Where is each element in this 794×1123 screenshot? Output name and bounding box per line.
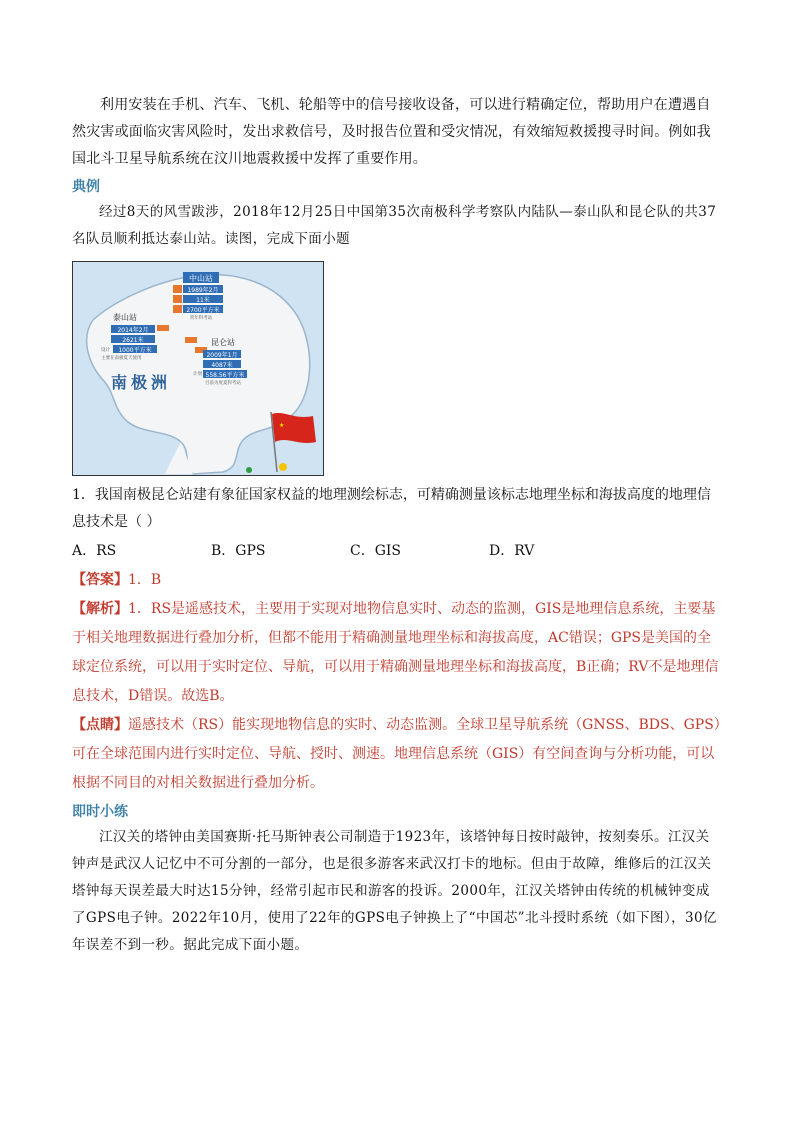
svg-text:设计: 设计 <box>101 348 110 353</box>
example-heading: 典例 <box>72 179 100 195</box>
option-b: B．GPS <box>211 543 266 559</box>
analysis-text: 1．RS是遥感技术，主要用于实现对地物信息实时、动态的监测，GIS是地理信息系统，主要基于相关地理数据进行叠加分析，但都不能用于精确测量地理坐标和海拔高度，AC错误；GPS是美国的全球定位系统，可以用于实时定位、导航，可以用于精确测量地理坐标和海拔高度，B正确；RV不是地理信息技术，D错误。故选B。 <box>72 601 719 704</box>
svg-text:4087米: 4087米 <box>211 362 233 369</box>
svg-text:昆仑站: 昆仑站 <box>211 338 235 347</box>
analysis-paragraph <box>72 595 722 711</box>
answer-options <box>72 536 722 566</box>
answer-tag: 【答案】 <box>72 572 128 588</box>
answer-line <box>72 566 722 595</box>
point-text: 遥感技术（RS）能实现地物信息的实时、动态监测。全球卫星导航系统（GNSS、BDS、GPS）可在全球范围内进行实时定位、导航、授时、测速。地理信息系统（GIS）有空间查询与分析功能，可以根据不同目的对相关数据进行叠加分析。 <box>72 717 721 791</box>
svg-text:2700平方米: 2700平方米 <box>186 307 220 314</box>
option-a: A．RS <box>72 543 117 559</box>
document-page <box>72 92 722 959</box>
analysis-tag: 【解析】 <box>72 601 128 617</box>
svg-text:★: ★ <box>279 422 285 429</box>
svg-text:泰山站: 泰山站 <box>113 313 137 322</box>
answer-text: 1．B <box>128 572 162 588</box>
svg-text:主要在南极夏天使用: 主要在南极夏天使用 <box>101 356 142 361</box>
antarctica-map <box>73 262 323 475</box>
continent-label: 南极洲 <box>111 373 172 392</box>
question-1: 1．我国南极昆仑站建有象征国家权益的地理测绘标志，可精确测量该标志地理坐标和海拔高度的地理信息技术是（ ） <box>72 487 711 530</box>
svg-text:2621米: 2621米 <box>122 337 144 344</box>
svg-text:目前为度夏科考站: 目前为度夏科考站 <box>205 381 241 386</box>
practice-text: 江汉关的塔钟由美国赛斯·托马斯钟表公司制造于1923年，该塔钟每日按时敲钟，按刻奏乐。江汉关钟声是武汉人记忆中不可分割的一部分，也是很多游客来武汉打卡的地标。但由于故障，维修后的江汉关塔钟每天误差最大时达15分钟，经常引起市民和游客的投诉。2000年，江汉关塔钟由传统的机械钟变成了GPS电子钟。2022年10月，使用了22年的GPS电子钟换上了“中国芯”北斗授时系统（如下图），30亿年误差不到一秒。据此完成下面小题。 <box>72 829 717 953</box>
option-d: D．RV <box>489 543 535 559</box>
china-flag <box>271 412 316 472</box>
svg-text:2014年2月: 2014年2月 <box>117 327 149 334</box>
svg-text:1989年2月: 1989年2月 <box>187 287 219 294</box>
point-tag: 【点睛】 <box>72 717 128 733</box>
intro-paragraph: 利用安装在手机、汽车、飞机、轮船等中的信号接收设备，可以进行精确定位，帮助用户在遭遇自然灾害或面临灾害风险时，发出求救信号，及时报告位置和受灾情况，有效缩短救援搜寻时间。例如我国北斗卫星导航系统在汶川地震救援中发挥了重要作用。 <box>72 97 711 167</box>
svg-text:中山站: 中山站 <box>189 274 213 283</box>
svg-text:2009年1月: 2009年1月 <box>206 352 238 359</box>
svg-text:558.56平方米: 558.56平方米 <box>205 372 245 379</box>
svg-text:常年科考站: 常年科考站 <box>189 316 213 321</box>
svg-text:11米: 11米 <box>196 297 210 304</box>
svg-text:1000平方米: 1000平方米 <box>118 347 152 354</box>
example-text: 经过8天的风雪跋涉，2018年12月25日中国第35次南极科学考察队内陆队—泰山队和昆仑队的共37名队员顺利抵达泰山站。读图，完成下面小题 <box>72 204 717 247</box>
antarctica-map-figure <box>72 261 324 476</box>
svg-text:计划: 计划 <box>193 372 202 377</box>
point-paragraph <box>72 711 722 798</box>
option-c: C．GIS <box>350 543 402 559</box>
practice-heading: 即时小练 <box>72 804 128 820</box>
